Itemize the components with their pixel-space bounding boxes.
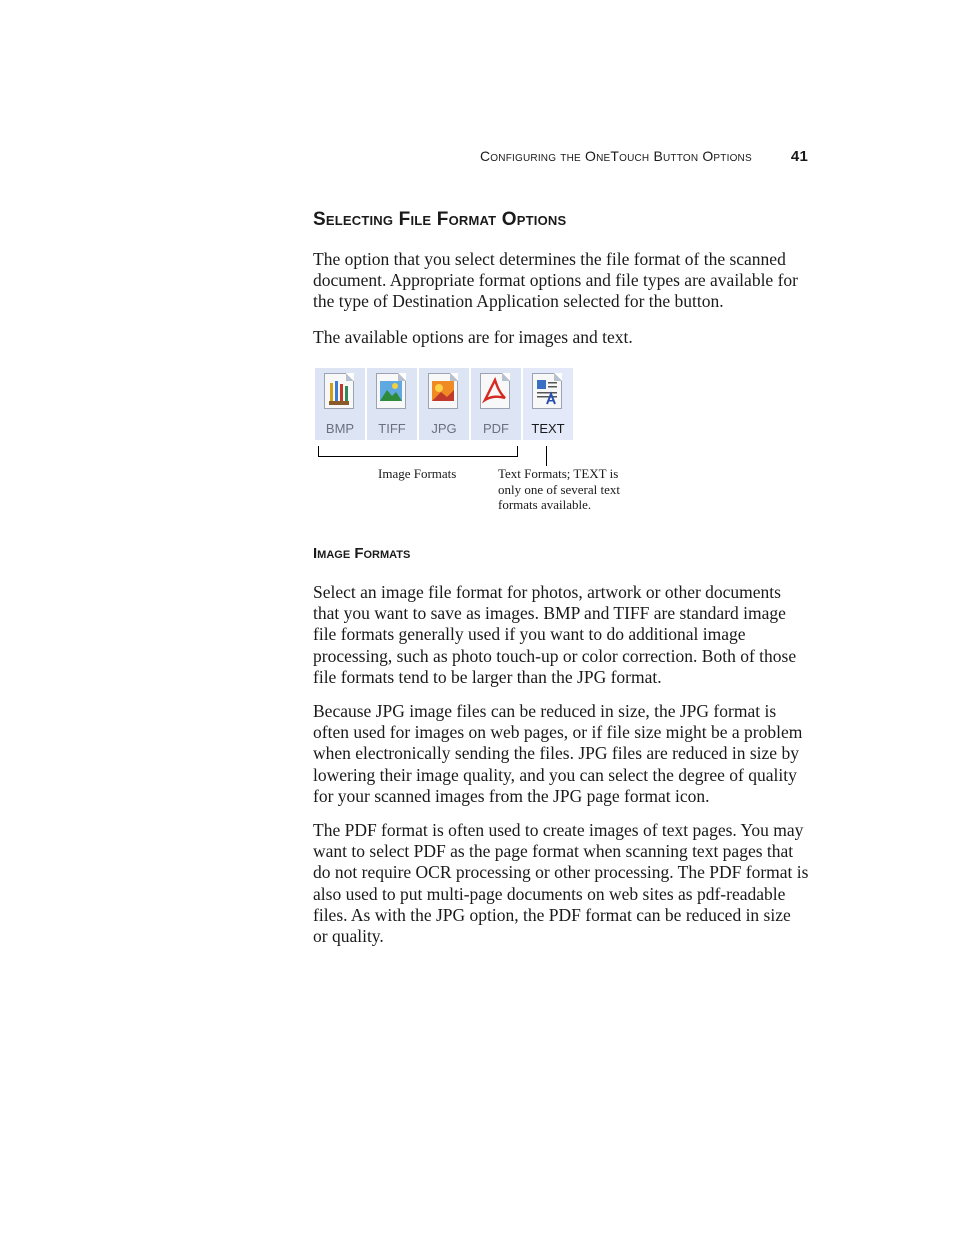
text-format-pointer xyxy=(546,446,547,466)
bmp-format-button[interactable] xyxy=(315,368,365,440)
jpg-label: JPG xyxy=(431,421,457,436)
image-formats-paragraph-3: The PDF format is often used to create images of text pages. You may want to select PDF as the page format when scanning text pages that do not require OCR processing or other processing. The PDF format is also used to put multi-page documents on web sites as pdf-readable files. As with the JPG option, the PDF format can be reduced in size or quality. xyxy=(313,820,809,947)
tiff-format-button[interactable] xyxy=(367,368,417,440)
tiff-label: TIFF xyxy=(378,421,406,436)
pdf-file-icon xyxy=(480,373,510,409)
text-format-button[interactable] xyxy=(523,368,573,440)
format-button-strip xyxy=(315,368,573,440)
caption-image-formats: Image Formats xyxy=(378,466,457,481)
caption-text-formats: Text Formats; TEXT is only one of several text formats available. xyxy=(498,466,621,512)
pdf-label: PDF xyxy=(483,421,509,436)
text-label: TEXT xyxy=(531,421,565,436)
subsection-title: Image Formats xyxy=(313,545,411,562)
jpg-file-icon xyxy=(428,373,458,409)
running-title: Configuring the OneTouch Button Options xyxy=(480,148,752,164)
page-number: 41 xyxy=(790,148,808,165)
bmp-file-icon xyxy=(324,373,354,409)
tiff-file-icon xyxy=(376,373,406,409)
image-formats-paragraph-2: Because JPG image files can be reduced in size, the JPG format is often used for images on web pages, or if file size might be a problem when electronically sending the files. JPG files are reduced in size by lowering their image quality, and you can select the degree of quality for your scanned images from the JPG page format icon. xyxy=(313,701,803,806)
text-file-icon xyxy=(532,373,562,409)
section-paragraph-2: The available options are for images and text. xyxy=(313,327,633,347)
section-paragraph-1: The option that you select determines the file format of the scanned document. Appropriate format options and file types are available for the type of Destination Application selected for the button. xyxy=(313,249,798,312)
pdf-format-button[interactable] xyxy=(471,368,521,440)
bmp-label: BMP xyxy=(325,421,355,436)
section-title: Selecting File Format Options xyxy=(313,209,567,230)
running-header xyxy=(480,148,808,165)
jpg-format-button[interactable] xyxy=(419,368,469,440)
image-formats-paragraph-1: Select an image file format for photos, artwork or other documents that you want to save as images. BMP and TIFF are standard image file formats generally used if you want to do additional image processing, such as photo touch-up or color correction. Both of those file formats tend to be larger than the JPG format. xyxy=(313,582,797,687)
image-formats-bracket xyxy=(318,446,518,457)
